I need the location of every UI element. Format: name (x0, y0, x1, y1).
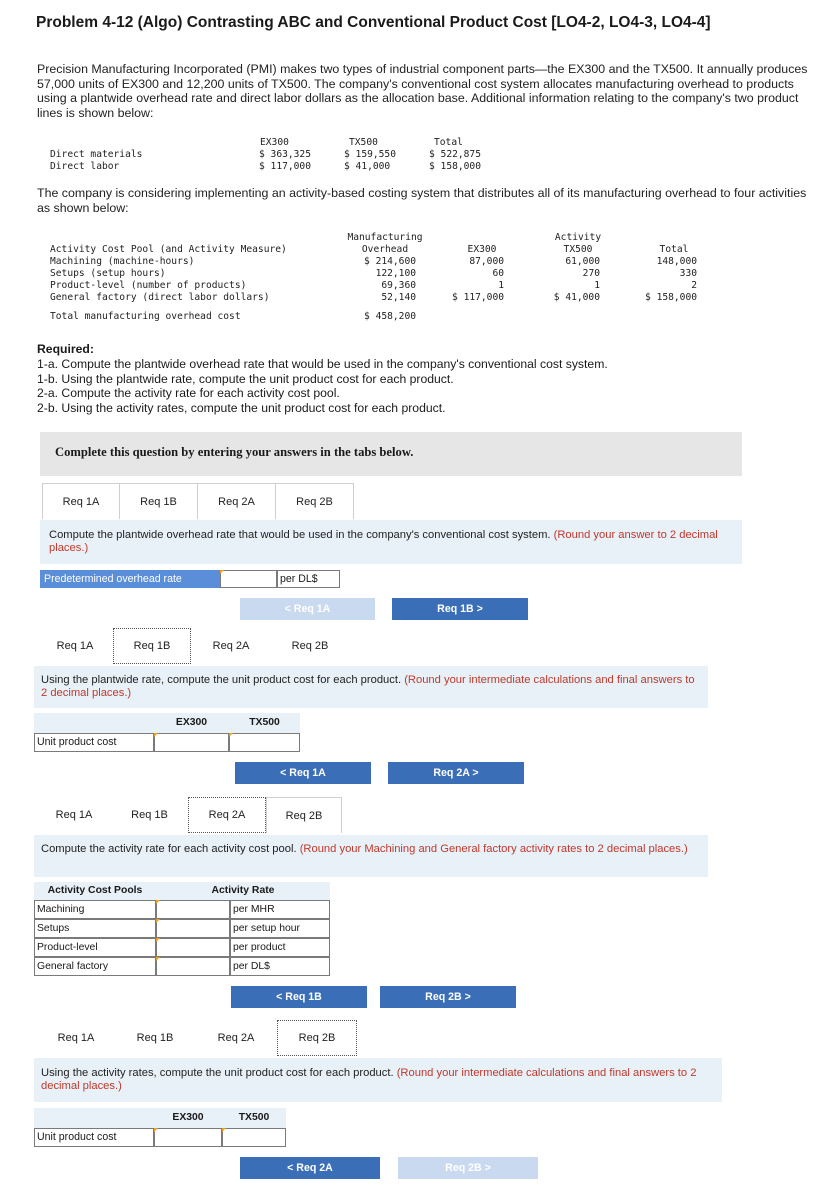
sec3-unit: per DL$ (230, 957, 330, 976)
sec2-row-label: Unit product cost (34, 733, 154, 752)
sec3-pool-label: General factory (34, 957, 156, 976)
required-item: 1-a. Compute the plantwide overhead rate that would be used in the company's conventional cost system. (37, 356, 608, 371)
sec2-col-tx500: TX500 (229, 713, 300, 733)
t1-cell: $ 159,550 (344, 149, 396, 160)
t2-overhead: 69,360 (381, 280, 416, 291)
sec1-instructions: Compute the plantwide overhead rate that would be used in the company's conventional cost system. (Round your answer to 2 decimal places.) (40, 520, 742, 564)
tab-req-1b[interactable]: Req 1B (113, 628, 191, 664)
abc-intro-paragraph: The company is considering implementing an activity-based costing system that distributes all of its manufacturing overhead to four activities as shown below: (37, 186, 807, 215)
tab-req-1a[interactable]: Req 1A (42, 483, 120, 519)
sec4-col-tx500: TX500 (222, 1108, 286, 1128)
t1-cell: $ 158,000 (429, 161, 481, 172)
t2-tx500: 61,000 (565, 256, 600, 267)
t2-header-mo2: Overhead (361, 244, 409, 255)
tab-req-2a[interactable]: Req 2A (198, 483, 276, 519)
sec3-unit: per MHR (230, 900, 330, 919)
next-req-1b-button[interactable]: Req 1B > (392, 598, 528, 620)
t1-cell: $ 41,000 (344, 161, 391, 172)
machining-rate-input[interactable] (156, 900, 230, 919)
sec4-instructions: Using the activity rates, compute the unit product cost for each product. (Round your intermediate calculations and final answers to 2 decimal places.) (34, 1058, 722, 1102)
sec2-instructions: Using the plantwide rate, compute the unit product cost for each product. (Round your intermediate calculations and final answers to 2 decimal places.) (34, 666, 708, 708)
product-level-rate-input[interactable] (156, 938, 230, 957)
t2-pool: General factory (direct labor dollars) (50, 292, 270, 303)
sec3-table (34, 882, 330, 978)
t2-header-tx500: TX500 (563, 244, 593, 255)
sec3-pool-label: Machining (34, 900, 156, 919)
general-factory-rate-input[interactable] (156, 957, 230, 976)
plantwide-rate-input[interactable] (220, 570, 277, 588)
t1-header-total: Total (434, 137, 463, 148)
sec4-table (34, 1108, 286, 1148)
sec3-pool-label: Setups (34, 919, 156, 938)
t2-tx500: 1 (594, 280, 600, 291)
instruction-text: Complete this question by entering your answers in the tabs below. (55, 445, 414, 459)
t2-pool: Product-level (number of products) (50, 280, 247, 291)
t2-total-overhead: $ 458,200 (364, 311, 416, 322)
t2-overhead: $ 214,600 (364, 256, 416, 267)
required-item: 2-a. Compute the activity rate for each activity cost pool. (37, 386, 340, 401)
t1-header-tx500: TX500 (349, 137, 378, 148)
required-item: 1-b. Using the plantwide rate, compute the unit product cost for each product. (37, 371, 454, 386)
page-title: Problem 4-12 (Algo) Contrasting ABC and Conventional Product Cost [LO4-2, LO4-3, LO4-4] (36, 14, 711, 31)
ex300-unit-cost-input[interactable] (154, 733, 229, 752)
tab-req-1a[interactable]: Req 1A (37, 797, 111, 833)
required-heading: Required: (37, 342, 94, 356)
t2-ex300: 60 (492, 268, 504, 279)
sec3-unit: per setup hour (230, 919, 330, 938)
required-section (37, 342, 608, 416)
tab-req-2b[interactable]: Req 2B (276, 483, 354, 519)
t1-cell: $ 117,000 (259, 161, 311, 172)
tx500-abc-unit-cost-input[interactable] (222, 1128, 286, 1147)
sec3-instructions: Compute the activity rate for each activity cost pool. (Round your Machining and General factory activity rates to 2 decimal places.) (34, 835, 708, 877)
next-req-2b-button[interactable]: Req 2B > (380, 986, 516, 1008)
sec3-unit: per product (230, 938, 330, 957)
tab-req-2b[interactable]: Req 2B (271, 628, 349, 664)
t2-header-pool: Activity Cost Pool (and Activity Measure) (50, 244, 287, 255)
t2-total: 330 (679, 268, 697, 279)
tab-req-1b[interactable]: Req 1B (111, 797, 188, 833)
tab-req-2a[interactable]: Req 2A (188, 797, 266, 833)
t2-overhead: 52,140 (381, 292, 416, 303)
sec3-pool-label: Product-level (34, 938, 156, 957)
tab-req-1b[interactable]: Req 1B (115, 1020, 195, 1056)
t2-pool: Setups (setup hours) (50, 268, 166, 279)
t2-pool: Machining (machine-hours) (50, 256, 195, 267)
t2-total: 2 (691, 280, 697, 291)
t1-header-ex300: EX300 (260, 137, 289, 148)
next-req-2b-button[interactable]: Req 2B > (398, 1157, 538, 1179)
tab-req-2a[interactable]: Req 2A (191, 628, 271, 664)
sec1-unit-label: per DL$ (277, 570, 340, 588)
prev-req-1b-button[interactable]: < Req 1B (231, 986, 367, 1008)
t2-header-total: Total (659, 244, 689, 255)
tab-req-2b[interactable]: Req 2B (277, 1020, 357, 1056)
tab-req-1b[interactable]: Req 1B (120, 483, 198, 519)
t2-ex300: 87,000 (469, 256, 504, 267)
prev-req-2a-button[interactable]: < Req 2A (240, 1157, 380, 1179)
t2-tx500: 270 (582, 268, 600, 279)
next-req-2a-button[interactable]: Req 2A > (388, 762, 524, 784)
ex300-abc-unit-cost-input[interactable] (154, 1128, 222, 1147)
t2-total: 148,000 (656, 256, 697, 267)
setups-rate-input[interactable] (156, 919, 230, 938)
t2-header-mo1: Manufacturing (347, 232, 423, 243)
sec4-col-ex300: EX300 (154, 1108, 222, 1128)
t1-cell: $ 522,875 (429, 149, 481, 160)
t2-header-ex300: EX300 (467, 244, 497, 255)
prev-req-1a-button[interactable]: < Req 1A (240, 598, 375, 620)
sec2-table (34, 713, 300, 753)
t2-total: $ 158,000 (645, 292, 697, 303)
sec3-col-rate: Activity Rate (156, 882, 330, 900)
required-item: 2-b. Using the activity rates, compute the unit product cost for each product. (37, 401, 446, 416)
tab-req-1a[interactable]: Req 1A (37, 628, 113, 664)
t2-overhead: 122,100 (375, 268, 416, 279)
prev-req-1a-button[interactable]: < Req 1A (235, 762, 371, 784)
sec4-row-label: Unit product cost (34, 1128, 154, 1147)
intro-paragraph: Precision Manufacturing Incorporated (PMI) makes two types of industrial component parts—the EX300 and the TX500. It annually produces 57,000 units of EX300 and 12,200 units of TX500. The company's conventional cost system allocates manufacturing overhead to products using a plantwide overhead rate and direct labor dollars as the allocation base. Additional information relating to the company's two product lines is shown below: (37, 62, 808, 120)
t1-row-label: Direct labor (50, 161, 120, 172)
tab-req-1a[interactable]: Req 1A (37, 1020, 115, 1056)
t2-total-label: Total manufacturing overhead cost (50, 311, 241, 322)
t2-ex300: 1 (498, 280, 504, 291)
t1-cell: $ 363,325 (259, 149, 311, 160)
t2-tx500: $ 41,000 (553, 292, 600, 303)
sec2-col-ex300: EX300 (154, 713, 229, 733)
sec3-col-pools: Activity Cost Pools (34, 882, 156, 900)
tab-req-2a[interactable]: Req 2A (195, 1020, 277, 1056)
sec1-row-label: Predetermined overhead rate (40, 570, 220, 588)
tx500-unit-cost-input[interactable] (229, 733, 300, 752)
t1-row-label: Direct materials (50, 149, 143, 160)
tab-req-2b[interactable]: Req 2B (266, 797, 342, 833)
t2-ex300: $ 117,000 (452, 292, 504, 303)
t2-header-activity: Activity (554, 232, 602, 243)
instruction-bar (40, 432, 742, 476)
